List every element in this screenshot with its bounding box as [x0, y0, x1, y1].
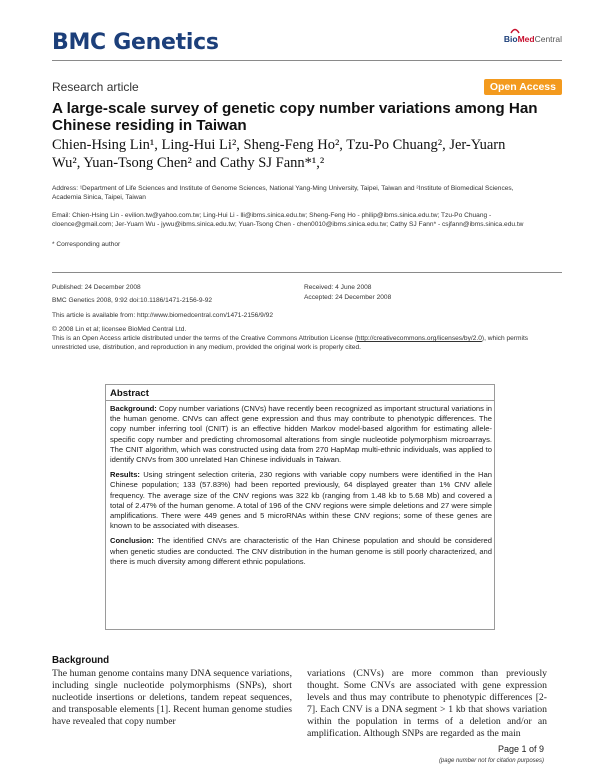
- publisher-logo: [504, 34, 562, 44]
- review-dates: [304, 283, 544, 306]
- body-column-right: variations (CNVs) are more common than previously thought. Some CNVs are associated with gene expression levels and thus may contribute to phenotypic differences [2-7]. Each CNV is a DNA segment > 1 kb that shows variation within the population in terms of a deletion and/or an amplification. Although SNPs are regarded as the main: [307, 668, 547, 739]
- journal-title: BMC Genetics: [52, 30, 219, 55]
- background-label: Background:: [110, 404, 157, 413]
- page-number: Page 1 of 9: [497, 744, 544, 754]
- open-access-badge: Open Access: [484, 79, 562, 95]
- header-divider: [52, 60, 562, 61]
- copyright-notice: © 2008 Lin et al; licensee BioMed Central Ltd.: [52, 326, 187, 333]
- license-statement: [52, 334, 548, 352]
- license-link[interactable]: http://creativecommons.org/licenses/by/2.0: [356, 335, 482, 342]
- abstract-conclusion: [110, 536, 492, 567]
- received-date: Received: 4 June 2008: [304, 284, 372, 291]
- logo-med: Med: [517, 34, 535, 44]
- author-list: Chien-Hsing Lin¹, Ling-Hui Li², Sheng-Feng Ho², Tzu-Po Chuang², Jer-Yuarn Wu², Yuan-Tsong Chen² and Cathy SJ Fann*¹,²: [52, 137, 506, 171]
- results-label: Results:: [110, 470, 140, 480]
- publication-info: [52, 283, 292, 309]
- biomed-logo-icon: [510, 26, 520, 34]
- license-text-pre: This is an Open Access article distributed under the terms of the Creative Commons Attribution License (: [52, 335, 357, 342]
- abstract-divider: [106, 400, 494, 401]
- abstract-results: [110, 470, 492, 531]
- background-heading: Background: [52, 655, 110, 666]
- body-column-left: [52, 655, 292, 727]
- corresponding-author-note: * Corresponding author: [52, 241, 121, 248]
- license-text-post: ), which permits unrestricted use, distribution, and reproduction in any medium, provided the original work is properly cited.: [52, 335, 529, 351]
- affiliation-address: Address: ¹Department of Life Sciences and Institute of Genome Sciences, National Yang-Ming University, Taipei, Taiwan and ²Institute of Biomedical Sciences, Academia Sinica, Taipei, Taiwan: [52, 185, 514, 201]
- article-type: Research article: [52, 80, 139, 94]
- logo-central: Central: [534, 34, 562, 44]
- accepted-date: Accepted: 24 December 2008: [304, 294, 392, 301]
- metadata-divider: [52, 272, 562, 273]
- abstract-heading: Abstract: [110, 388, 149, 399]
- background-text: Copy number variations (CNVs) have recently been recognized as important structural variations in the human genome. CNVs can affect gene expression and thus may contribute to phenotypic differences. The copy number inferring tool (CNIT) is an effective hidden Markov model-based algorithm for estimating allele-specific copy number and predicting chromosomal alterations from single nucleotide polymorphism microarrays. The CNIT algorithm, which was constructed using data from 270 HapMap multi-ethnic individuals, was applied to identify CNVs from 300 unrelated Han Chinese individuals in Taiwan.: [110, 404, 492, 465]
- author-emails: Email: Chien-Hsing Lin - evilion.tw@yahoo.com.tw; Ling-Hui Li - lli@ibms.sinica.edu.tw; Sheng-Feng Ho - philip@ibms.sinica.edu.tw; Tzu-Po Chuang - cloence@gmail.com; Jer-Yuarn Wu - jywu@ibms.sinica.edu.tw; Yuan-Tsong Chen - chen0010@ibms.sinica.edu.tw; Cathy SJ Fann* - csjfann@ibms.sinica.edu.tw: [52, 212, 524, 228]
- logo-bio: Bio: [503, 34, 518, 44]
- background-paragraph-start: The human genome contains many DNA sequence variations, including single nucleotide polymorphisms (SNPs), short nucleotide insertions or deletions, tandem repeat sequences, and transposable elements [1]. Recent human genome studies have revealed that copy number: [52, 667, 292, 727]
- article-title: A large-scale survey of genetic copy number variations among Han Chinese residing in Taiwan: [52, 100, 538, 134]
- citation: BMC Genetics 2008, 9:92 doi:10.1186/1471-2156-9-92: [52, 297, 213, 304]
- abstract-body: [110, 404, 492, 572]
- conclusion-label: Conclusion:: [110, 536, 154, 546]
- availability-link[interactable]: This article is available from: http://www.biomedcentral.com/1471-2156/9/92: [52, 312, 273, 319]
- published-date: Published: 24 December 2008: [52, 284, 141, 291]
- page-number-note: (page number not for citation purposes): [438, 758, 544, 764]
- abstract-background: [110, 404, 492, 465]
- results-text: Using stringent selection criteria, 230 regions with variable copy numbers were identified in the Han Chinese population; 133 (57.83%) had been reported previously, 64 displayed greater than 1% CNV allele frequency. The average size of the CNV regions was 322 kb (ranging from 1.48 kb to 5.68 Mb) and covered a total of 2.47% of the human genome. A total of 196 of the CNV regions were simple deletions and 27 were simple amplifications. There were 449 genes and 5 microRNAs within these CNV regions; some of these genes are known to be associated with diseases.: [110, 470, 492, 531]
- abstract-box: [105, 384, 495, 630]
- conclusion-text: The identified CNVs are characteristic of the Han Chinese population and should be considered when genetic studies are conducted. The CNV distribution in the human genome is still poorly characterized, and there is much diversity among different ethnic populations.: [110, 536, 492, 566]
